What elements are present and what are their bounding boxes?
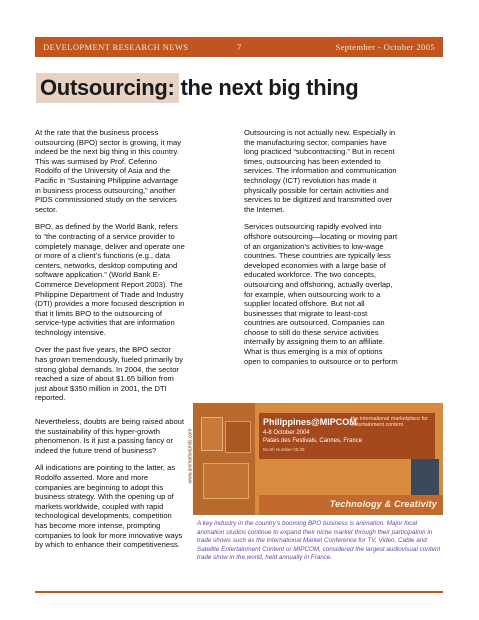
poster-card [203,463,249,499]
banner-title: Philippines@MIPCOM [263,417,357,427]
publication-name: DEVELOPMENT RESEARCH NEWS [43,42,189,52]
poster-card [201,417,223,451]
right-paragraph: Outsourcing is not actually new. Especially in the manufacturing sector, companies have long practiced “subcontracting.” But in recent times, outsourcing has been extended to services. The information and communication technology (ICT) revolution has made it physically possible for certain activities and services to be digitized and transmitted over the Internet. [244,128,397,214]
event-banner [259,413,435,459]
photo-caption: A key industry in the country’s booming BPO business is animation. Major local animation studios continue to expand their niche market through their participation in trade shows such as the International Market Conference for TV, Video, Cable and Satellite Entertainment Content or MIPCOM, considered the largest audiovisual content trade show in the world, held annually in France. [197,520,441,562]
poster-card [225,421,251,453]
left-paragraph: Over the past five years, the BPO sector has grown tremendously, fueled primarily by strong global demands. In 2004, the sector reached a size of about $1.65 billion from just about $350 million in 2001, the DTI reported. [35,345,184,403]
right-paragraph: Services outsourcing rapidly evolved into offshore outsourcing—locating or moving part of an organization’s activities to low-wage countries. These countries are typically less developed economies with a large base of educated workforce. The two concepts, outsourcing and offshoring, actually overlap, for example, when outsourcing work to a supplier located offshore. But not all businesses that migrate to least-cost countries are outsourced. Companies can choose to still do these service activities internally by assigning them to an affiliate. What is thus emerging is a mix of options open to companies to outsource or to perform [244,222,398,366]
left-paragraph: Nevertheless, doubts are being raised about the sustainability of this hyper-growth phenomenon. Is it just a passing fancy or indeed the future trend of business? [35,417,185,455]
article-title [36,73,358,103]
technology-creativity-text: Technology & Creativity [329,499,437,509]
banner-booth: Booth Number 08.39 [263,447,305,452]
title-rest-text: the next big thing [180,75,359,100]
page-header-bar [35,37,443,57]
small-poster [411,459,439,497]
left-column [35,128,185,558]
issue-date: September - October 2005 [335,42,435,52]
photo-left-panel [187,403,255,515]
left-paragraph: All indications are pointing to the latter, as Rodolfo asserted. More and more companies are beginning to adopt this business strategy. With the opening up of markets worldwide, coupled with rapid technological developments, competition has become more intense, prompting companies to look for more innovative ways by which to enhance their competitiveness. [35,463,183,550]
left-paragraph: BPO, as defined by the World Bank, refers to “the contracting of a service provider to completely manage, deliver and operate one or more of a client’s functions (e.g., data centers, networks, desktop computing and software application.” (World Bank E-Commerce Development Report 2003). The Philippine Department of Trade and Industry (DTI) provides a more focused description in that it limits BPO to the outsourcing of service-type activities that are information technology intensive. [35,222,185,337]
title-highlight-box [36,73,179,103]
mipcom-photo [187,403,443,515]
banner-date: 4-8 October 2004 [263,430,310,436]
banner-subtitle: the international marketplace for entertainment content [351,416,429,429]
page-number: 7 [237,42,242,52]
title-highlight-text: Outsourcing: [40,75,175,100]
banner-venue: Palais des Festivals, Cannes, France [263,438,363,444]
photo-credit: www.animationphils.com [187,428,194,484]
footer-rule [35,591,443,593]
booth-footer-band [259,495,443,515]
left-paragraph: At the rate that the business process outsourcing (BPO) sector is growing, it may indeed be the next big thing in this country. This was surmised by Prof. Ceferino Rodolfo of the University of Asia and the Pacific in “Sustaining Philippine advantage in business process outsourcing,” another PIDS commissioned study on the services sector. [35,128,182,214]
right-column [244,128,399,374]
